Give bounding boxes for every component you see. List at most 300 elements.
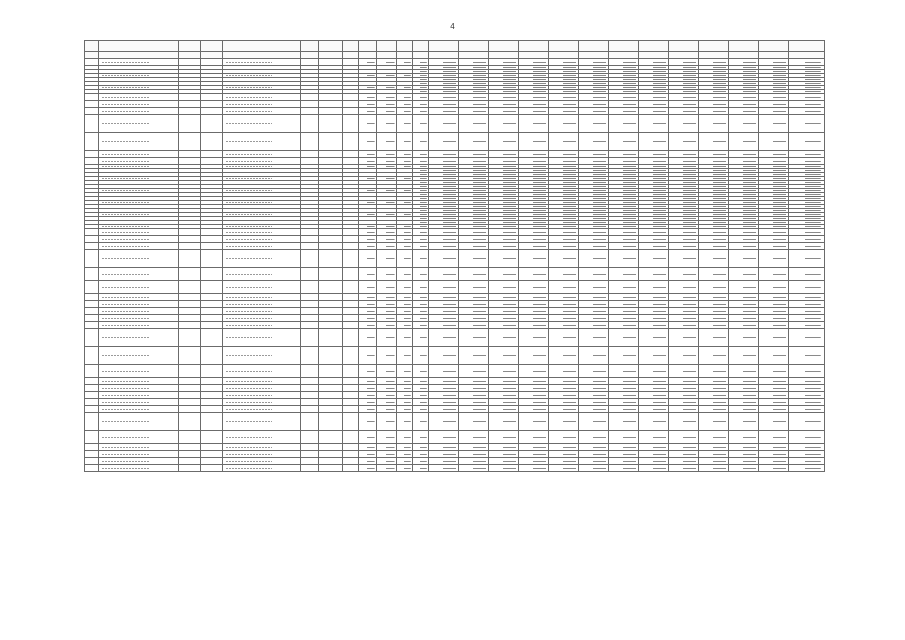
table-row (85, 94, 825, 101)
table-cell (319, 399, 343, 406)
table-cell (699, 250, 729, 268)
table-cell (319, 413, 343, 431)
table-cell (99, 385, 179, 392)
table-cell (319, 378, 343, 385)
table-cell (413, 229, 429, 236)
table-cell (179, 444, 201, 451)
header-cell (85, 41, 99, 52)
table-cell (639, 108, 669, 115)
header-cell (429, 41, 459, 52)
table-row (85, 268, 825, 281)
subheader-cell (397, 52, 413, 59)
table-cell (729, 431, 759, 444)
table-cell (669, 365, 699, 378)
table-cell (319, 444, 343, 451)
table-cell (789, 115, 825, 133)
table-cell (223, 329, 301, 347)
table-cell (459, 378, 489, 385)
table-cell (729, 347, 759, 365)
table-cell (459, 406, 489, 413)
table-cell (639, 101, 669, 108)
table-cell (549, 406, 579, 413)
table-header-row (85, 41, 825, 52)
table-cell (579, 458, 609, 465)
table-cell (489, 444, 519, 451)
table-row (85, 347, 825, 365)
table-cell (699, 413, 729, 431)
table-cell (359, 108, 377, 115)
table-cell (549, 101, 579, 108)
table-cell (301, 236, 319, 243)
table-cell (579, 133, 609, 151)
table-cell (359, 236, 377, 243)
table-cell (579, 115, 609, 133)
table-cell (397, 315, 413, 322)
table-cell (579, 94, 609, 101)
table-cell (413, 465, 429, 472)
table-cell (669, 413, 699, 431)
table-cell (223, 158, 301, 165)
table-cell (413, 281, 429, 294)
table-cell (319, 268, 343, 281)
table-cell (519, 158, 549, 165)
table-cell (413, 108, 429, 115)
table-cell (179, 281, 201, 294)
table-cell (301, 399, 319, 406)
table-cell (397, 465, 413, 472)
table-cell (609, 347, 639, 365)
table-cell (489, 268, 519, 281)
table-cell (85, 347, 99, 365)
table-cell (359, 315, 377, 322)
table-cell (319, 301, 343, 308)
table-cell (579, 378, 609, 385)
table-cell (789, 236, 825, 243)
table-cell (223, 451, 301, 458)
table-row (85, 250, 825, 268)
table-cell (729, 458, 759, 465)
table-cell (179, 236, 201, 243)
table-cell (639, 385, 669, 392)
table-cell (729, 268, 759, 281)
table-cell (519, 315, 549, 322)
table-cell (639, 158, 669, 165)
table-cell (397, 243, 413, 250)
table-cell (319, 308, 343, 315)
table-cell (99, 236, 179, 243)
table-cell (489, 385, 519, 392)
table-cell (729, 392, 759, 399)
table-cell (99, 250, 179, 268)
table-cell (301, 229, 319, 236)
table-cell (729, 294, 759, 301)
table-cell (699, 308, 729, 315)
table-cell (669, 431, 699, 444)
table-cell (729, 365, 759, 378)
table-cell (429, 301, 459, 308)
table-cell (359, 322, 377, 329)
table-row (85, 108, 825, 115)
table-cell (85, 385, 99, 392)
table-cell (343, 281, 359, 294)
table-cell (549, 236, 579, 243)
table-cell (377, 236, 397, 243)
table-cell (377, 250, 397, 268)
table-cell (699, 451, 729, 458)
table-cell (789, 458, 825, 465)
table-cell (319, 406, 343, 413)
table-cell (759, 250, 789, 268)
table-cell (669, 451, 699, 458)
table-cell (429, 94, 459, 101)
table-cell (489, 431, 519, 444)
table-cell (669, 322, 699, 329)
table-cell (201, 399, 223, 406)
table-cell (429, 115, 459, 133)
table-cell (85, 315, 99, 322)
table-cell (459, 444, 489, 451)
table-cell (343, 133, 359, 151)
table-cell (99, 465, 179, 472)
table-cell (699, 329, 729, 347)
table-cell (789, 151, 825, 158)
table-cell (549, 329, 579, 347)
header-cell (377, 41, 397, 52)
subheader-cell (99, 52, 179, 59)
table-cell (397, 458, 413, 465)
table-cell (359, 406, 377, 413)
table-cell (789, 133, 825, 151)
table-row (85, 308, 825, 315)
table-cell (489, 301, 519, 308)
table-cell (459, 133, 489, 151)
table-cell (609, 413, 639, 431)
table-cell (579, 322, 609, 329)
table-cell (223, 229, 301, 236)
table-cell (579, 444, 609, 451)
table-cell (179, 229, 201, 236)
table-cell (759, 329, 789, 347)
table-cell (429, 59, 459, 66)
table-cell (669, 378, 699, 385)
table-cell (343, 243, 359, 250)
table-cell (639, 315, 669, 322)
table-cell (699, 115, 729, 133)
table-cell (669, 250, 699, 268)
header-cell (729, 41, 759, 52)
table-cell (579, 413, 609, 431)
table-cell (359, 465, 377, 472)
table-cell (579, 406, 609, 413)
table-cell (85, 59, 99, 66)
table-cell (759, 399, 789, 406)
table-cell (377, 347, 397, 365)
table-cell (489, 158, 519, 165)
table-cell (729, 406, 759, 413)
table-cell (519, 399, 549, 406)
table-cell (759, 133, 789, 151)
table-cell (301, 378, 319, 385)
header-cell (759, 41, 789, 52)
table-cell (179, 308, 201, 315)
table-cell (759, 431, 789, 444)
table-cell (301, 94, 319, 101)
table-cell (179, 151, 201, 158)
table-cell (201, 94, 223, 101)
table-cell (343, 444, 359, 451)
table-cell (669, 151, 699, 158)
table-cell (99, 347, 179, 365)
table-cell (759, 101, 789, 108)
table-cell (301, 151, 319, 158)
table-cell (519, 294, 549, 301)
table-cell (519, 378, 549, 385)
table-cell (343, 250, 359, 268)
table-cell (343, 151, 359, 158)
table-cell (549, 250, 579, 268)
table-cell (519, 329, 549, 347)
table-cell (549, 133, 579, 151)
table-cell (319, 236, 343, 243)
table-cell (377, 413, 397, 431)
table-cell (759, 94, 789, 101)
table-cell (729, 59, 759, 66)
table-cell (397, 250, 413, 268)
table-cell (201, 458, 223, 465)
table-cell (789, 406, 825, 413)
table-cell (359, 59, 377, 66)
table-cell (223, 151, 301, 158)
table-cell (429, 458, 459, 465)
table-cell (359, 451, 377, 458)
table-cell (377, 444, 397, 451)
table-cell (99, 108, 179, 115)
table-cell (377, 431, 397, 444)
table-cell (609, 385, 639, 392)
table-cell (413, 406, 429, 413)
table-row (85, 229, 825, 236)
table-cell (429, 399, 459, 406)
table-cell (301, 465, 319, 472)
table-cell (639, 250, 669, 268)
table-cell (343, 59, 359, 66)
table-cell (201, 151, 223, 158)
table-cell (223, 101, 301, 108)
table-cell (639, 399, 669, 406)
table-cell (397, 133, 413, 151)
table-cell (609, 322, 639, 329)
table-cell (669, 229, 699, 236)
table-cell (85, 229, 99, 236)
table-cell (201, 378, 223, 385)
table-cell (301, 108, 319, 115)
table-cell (789, 158, 825, 165)
table-cell (397, 322, 413, 329)
subheader-cell (519, 52, 549, 59)
table-cell (397, 229, 413, 236)
table-cell (579, 451, 609, 458)
table-cell (459, 236, 489, 243)
table-cell (377, 308, 397, 315)
table-cell (359, 101, 377, 108)
table-cell (99, 281, 179, 294)
table-cell (99, 365, 179, 378)
table-subheader-row (85, 52, 825, 59)
table-cell (729, 444, 759, 451)
table-cell (201, 406, 223, 413)
table-cell (413, 236, 429, 243)
table-cell (343, 365, 359, 378)
table-cell (789, 413, 825, 431)
table-cell (699, 322, 729, 329)
table-cell (223, 315, 301, 322)
table-cell (397, 385, 413, 392)
table-cell (519, 406, 549, 413)
table-cell (759, 308, 789, 315)
table-cell (609, 59, 639, 66)
table-cell (179, 458, 201, 465)
table-cell (549, 378, 579, 385)
table-cell (759, 406, 789, 413)
table-cell (549, 108, 579, 115)
page-number: 4 (450, 22, 455, 31)
table-cell (85, 365, 99, 378)
table-cell (223, 458, 301, 465)
table-cell (99, 413, 179, 431)
table-cell (489, 108, 519, 115)
table-row (85, 329, 825, 347)
subheader-cell (609, 52, 639, 59)
table-cell (359, 347, 377, 365)
header-cell (519, 41, 549, 52)
table-cell (201, 315, 223, 322)
table-cell (669, 406, 699, 413)
header-cell (639, 41, 669, 52)
table-cell (397, 294, 413, 301)
table-cell (201, 385, 223, 392)
table-cell (429, 101, 459, 108)
table-cell (377, 294, 397, 301)
table-cell (377, 399, 397, 406)
header-cell (319, 41, 343, 52)
table-cell (459, 385, 489, 392)
table-cell (413, 347, 429, 365)
table-cell (609, 431, 639, 444)
table-cell (85, 281, 99, 294)
table-cell (459, 158, 489, 165)
table-cell (201, 431, 223, 444)
header-cell (397, 41, 413, 52)
table-cell (377, 59, 397, 66)
table-cell (699, 151, 729, 158)
table-cell (609, 250, 639, 268)
table-cell (759, 458, 789, 465)
table-cell (223, 399, 301, 406)
table-cell (343, 431, 359, 444)
table-cell (223, 365, 301, 378)
table-cell (459, 431, 489, 444)
table-cell (459, 281, 489, 294)
table-cell (549, 281, 579, 294)
table-cell (343, 229, 359, 236)
table-cell (179, 94, 201, 101)
table-cell (359, 281, 377, 294)
subheader-cell (413, 52, 429, 59)
table-cell (179, 406, 201, 413)
subheader-cell (429, 52, 459, 59)
table-cell (429, 250, 459, 268)
table-cell (397, 236, 413, 243)
subheader-cell (669, 52, 699, 59)
table-cell (377, 329, 397, 347)
table-cell (343, 322, 359, 329)
table-cell (413, 413, 429, 431)
table-cell (699, 243, 729, 250)
table-cell (201, 108, 223, 115)
table-cell (789, 322, 825, 329)
table-cell (699, 378, 729, 385)
table-cell (99, 329, 179, 347)
table-cell (729, 94, 759, 101)
table-cell (413, 294, 429, 301)
table-cell (579, 229, 609, 236)
table-cell (579, 158, 609, 165)
table-cell (519, 322, 549, 329)
table-cell (179, 392, 201, 399)
table-row (85, 458, 825, 465)
table-cell (489, 308, 519, 315)
table-cell (609, 229, 639, 236)
table-cell (459, 108, 489, 115)
subheader-cell (223, 52, 301, 59)
subheader-cell (85, 52, 99, 59)
table-cell (85, 133, 99, 151)
table-cell (201, 451, 223, 458)
table-cell (759, 413, 789, 431)
table-cell (377, 158, 397, 165)
table-cell (549, 151, 579, 158)
table-cell (413, 385, 429, 392)
table-cell (459, 322, 489, 329)
table-cell (397, 365, 413, 378)
table-cell (201, 392, 223, 399)
table-cell (519, 365, 549, 378)
table-cell (223, 444, 301, 451)
table-cell (319, 294, 343, 301)
table-cell (413, 431, 429, 444)
table-cell (579, 281, 609, 294)
table-cell (301, 158, 319, 165)
table-cell (759, 236, 789, 243)
table-cell (459, 399, 489, 406)
table-cell (459, 101, 489, 108)
table-cell (201, 301, 223, 308)
table-cell (359, 413, 377, 431)
table-cell (343, 406, 359, 413)
header-cell (99, 41, 179, 52)
table-cell (669, 308, 699, 315)
table-row (85, 365, 825, 378)
table-cell (413, 115, 429, 133)
table-cell (579, 250, 609, 268)
table-cell (377, 385, 397, 392)
table-cell (699, 294, 729, 301)
table-cell (759, 268, 789, 281)
table-cell (377, 229, 397, 236)
table-cell (429, 385, 459, 392)
table-cell (549, 229, 579, 236)
table-cell (549, 444, 579, 451)
